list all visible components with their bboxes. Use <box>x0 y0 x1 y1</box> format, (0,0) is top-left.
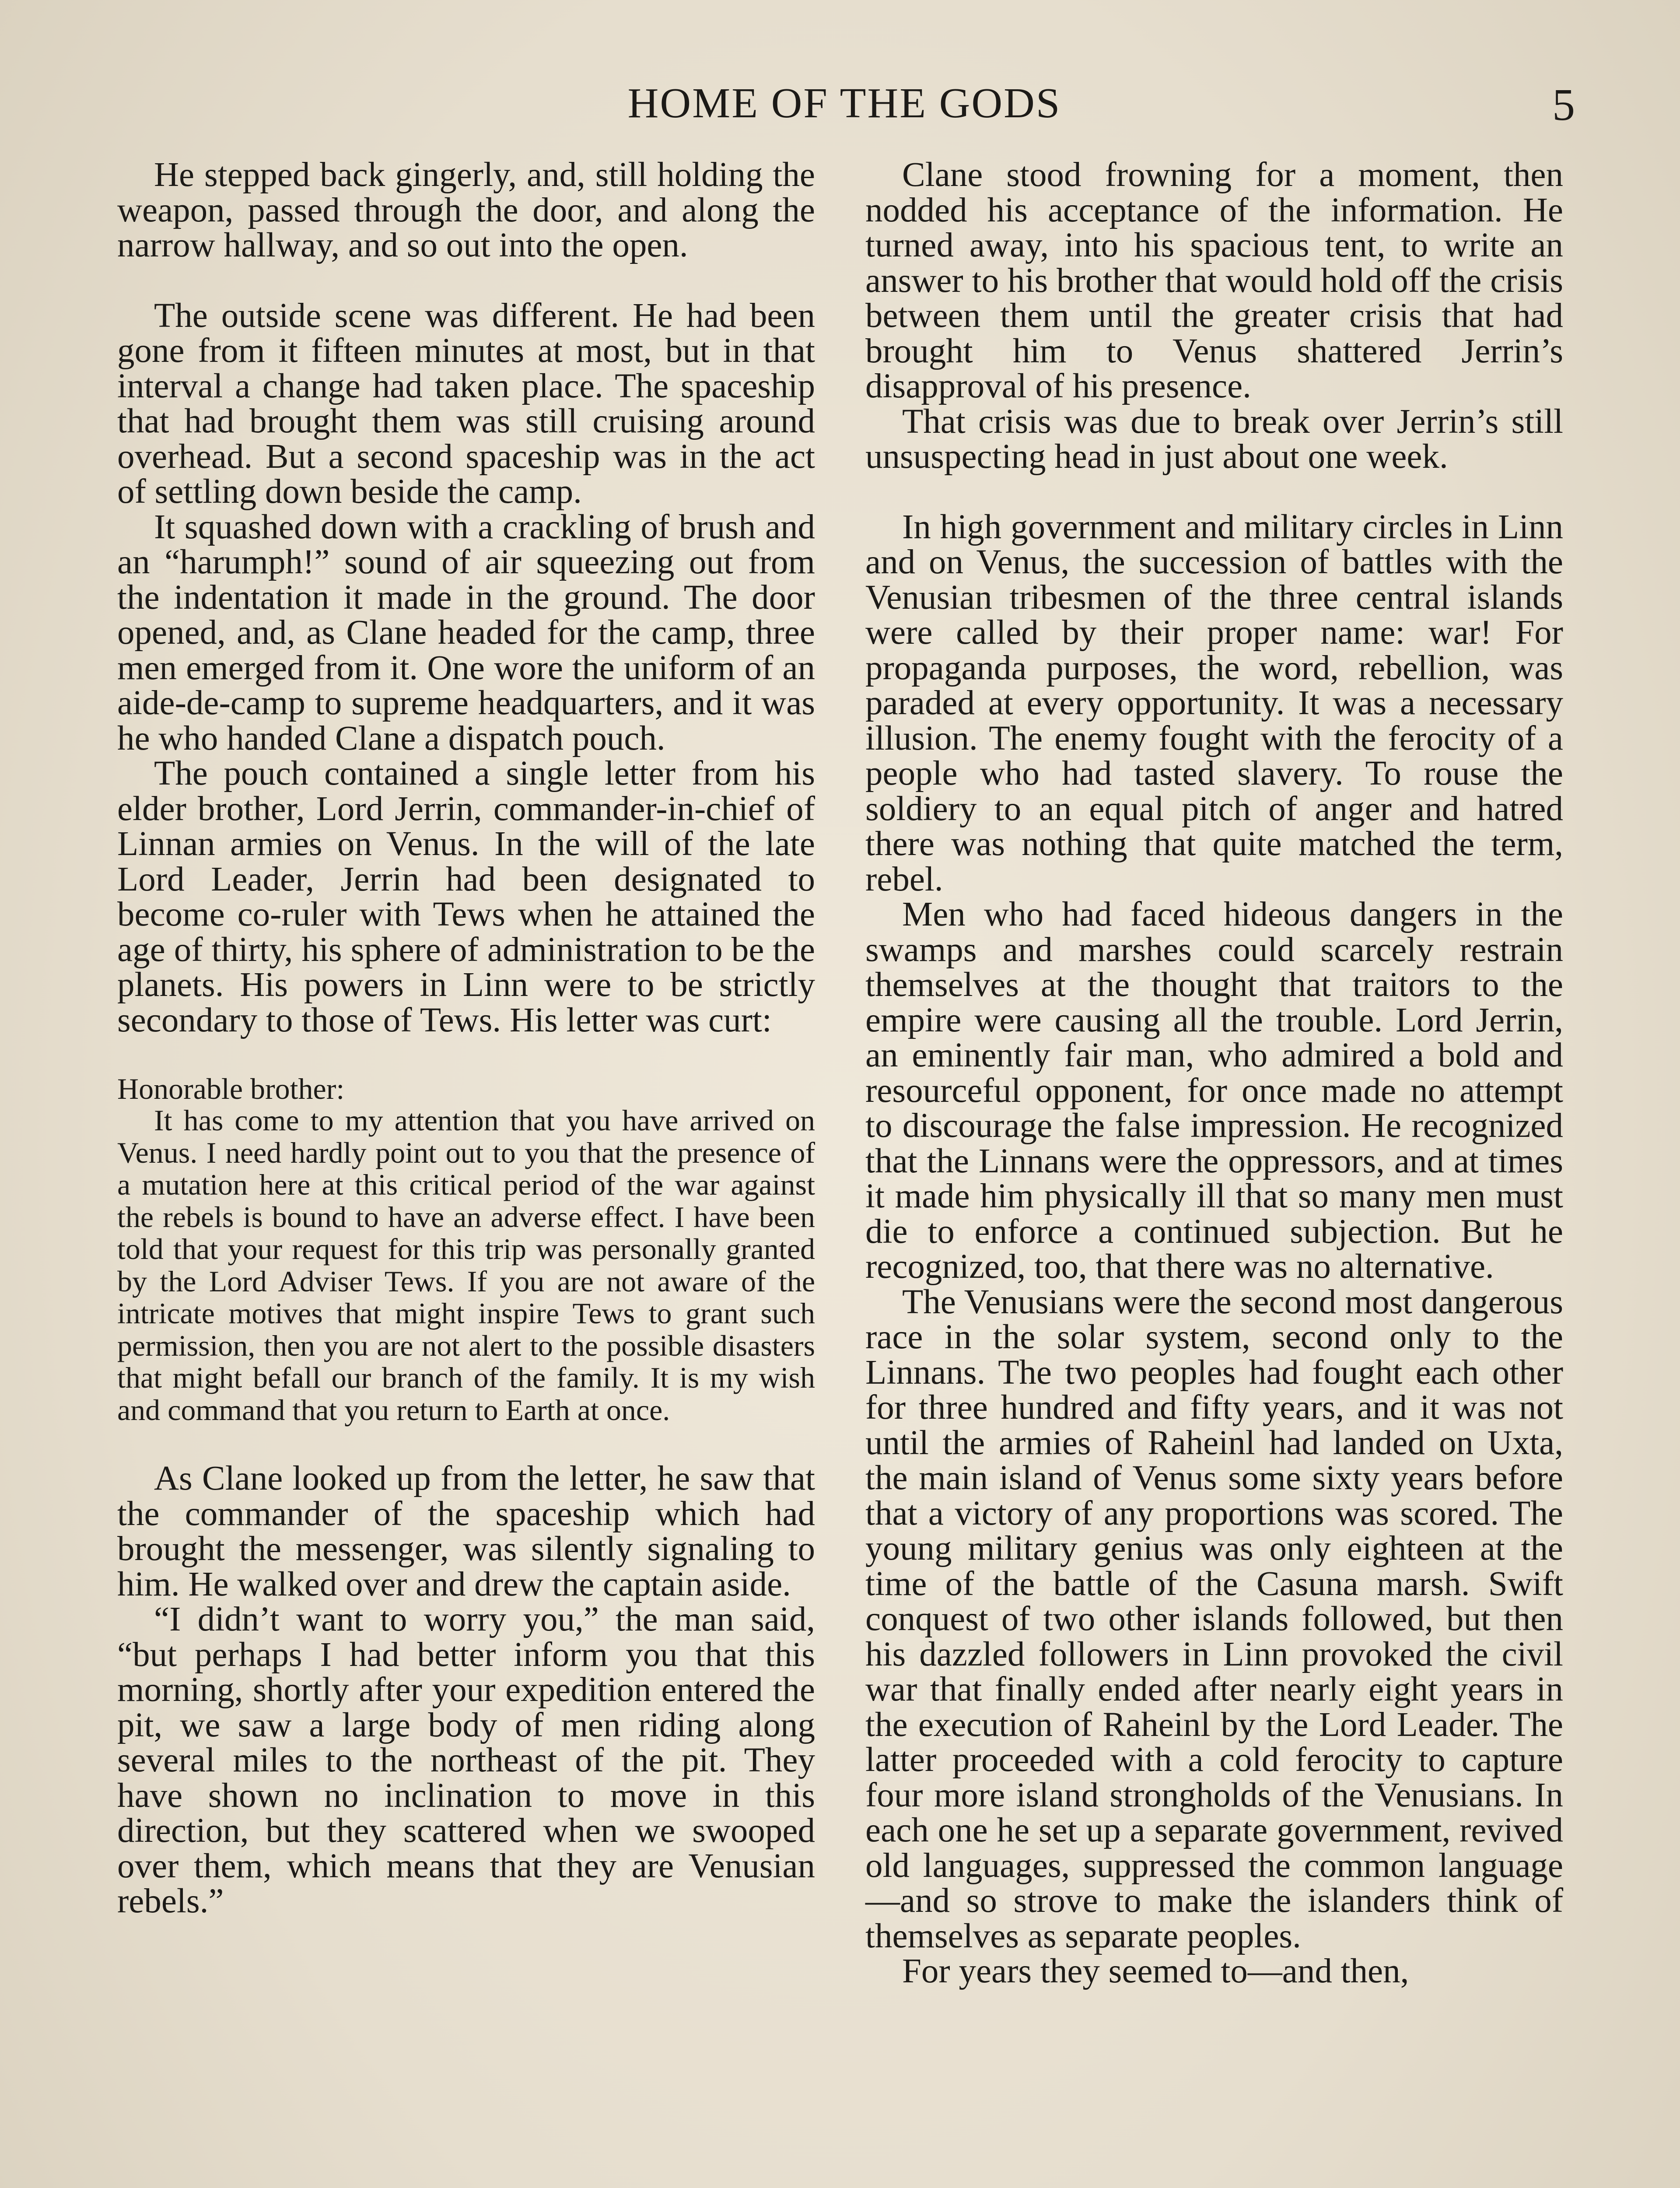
paragraph: The pouch contained a single letter from his elder brother, Lord Jerrin, commander-in-chief of Linnan armies on Venus. In the will of the late Lord Leader, Jerrin had been designated to become co-ruler with Tews when he attained the age of thirty, his sphere of administration to be the planets. His powers in Linn were to be strictly secondary to those of Tews. His letter was curt: <box>117 754 815 1039</box>
paragraph: For years they seemed to—and then, <box>902 1952 1409 1990</box>
paragraph: As Clane looked up from the letter, he saw that the commander of the spaceship which had brought the messenger, was silently signaling to him. He walked over and drew the captain aside. <box>117 1459 815 1603</box>
paragraph: The outside scene was different. He had been gone from it fifteen minutes at most, but in that interval a change had taken place. The spaceship that had brought them was still cruising around overhead. But a second spaceship was in the act of settling down beside the camp. <box>117 296 815 511</box>
right-column <box>865 158 1563 1989</box>
page-number: 5 <box>1552 80 1575 130</box>
paragraph: That crisis was due to break over Jerrin’s still unsuspecting head in just about one week. <box>865 402 1563 476</box>
running-header <box>114 79 1575 140</box>
paragraph: It squashed down with a crackling of brush and an “harumph!” sound of air squeezing out from the indentation it made in the ground. The door opened, and, as Clane headed for the camp, three men emerged from it. One wore the uniform of an aide-de-camp to supreme headquarters, and it was he who handed Clane a dispatch pouch. <box>117 508 815 757</box>
paragraph: Clane stood frowning for a moment, then nodded his acceptance of the information. He turned away, into his spacious tent, to write an answer to his brother that would hold off the crisis between them until the greater crisis that had brought him to Venus shattered Jerrin’s disapproval of his presence. <box>865 156 1563 405</box>
paragraph: Men who had faced hideous dangers in the swamps and marshes could scarcely restrain themselves at the thought that traitors to the empire were causing all the trouble. Lord Jerrin, an eminently fair man, who admired a bold and resourceful opponent, for once made no attempt to discourage the false impression. He recognized that the Linnans were the oppressors, and at times it made him physically ill that so many men must die to enforce a continued subjection. But he recognized, too, that there was no alternative. <box>865 895 1563 1286</box>
letter-body: It has come to my attention that you have arrived on Venus. I need hardly point out to you that the presence of a mutation here at this critical period of the war against the rebels is bound to have an adverse effect. I have been told that your request for this trip was personally granted by the Lord Adviser Tews. If you are not aware of the intricate motives that might inspire Tews to grant such permission, then you are not alert to the possible disasters that might befall our branch of the family. It is my wish and command that you return to Earth at once. <box>117 1104 815 1427</box>
letter-salutation: Honorable brother: <box>117 1072 345 1105</box>
paragraph: He stepped back gingerly, and, still holding the weapon, passed through the door, and along the narrow hallway, and so out into the open. <box>117 156 815 264</box>
paragraph: “I didn’t want to worry you,” the man said, “but perhaps I had better inform you that this morning, shortly after your expedition entered the pit, we saw a large body of men riding along several miles to the northeast of the pit. They have shown no inclination to move in this direction, but they scattered when we swooped over them, which means that they are Venusian rebels.” <box>117 1600 815 1920</box>
running-title: HOME OF THE GODS <box>627 80 1061 127</box>
paragraph: The Venusians were the second most dangerous race in the solar system, second only to the Linnans. The two peoples had fought each other for three hundred and fifty years, and it was not until the armies of Raheinl had landed on Uxta, the main island of Venus some sixty years before that a victory of any proportions was scored. The young military genius was only eighteen at the time of the battle of the Casuna marsh. Swift conquest of two other islands followed, but then his dazzled followers in Linn provoked the civil war that finally ended after nearly eight years in the execution of Raheinl by the Lord Leader. The latter proceeded with a cold ferocity to capture four more island strongholds of the Venusians. In each one he set up a separate government, revived old languages, suppressed the common language —and so strove to make the islanders think of themselves as separate peoples. <box>865 1283 1563 1955</box>
paragraph: In high government and military circles in Linn and on Venus, the succession of battles with the Venusian tribesmen of the three central islands were called by their proper name: war! For propaganda purposes, the word, rebellion, was paraded at every opportunity. It was a necessary illusion. The enemy fought with the ferocity of a people who had tasted slavery. To rouse the soldiery to an equal pitch of anger and hatred there was nothing that quite matched the term, rebel. <box>865 508 1563 898</box>
left-column <box>117 158 815 1919</box>
